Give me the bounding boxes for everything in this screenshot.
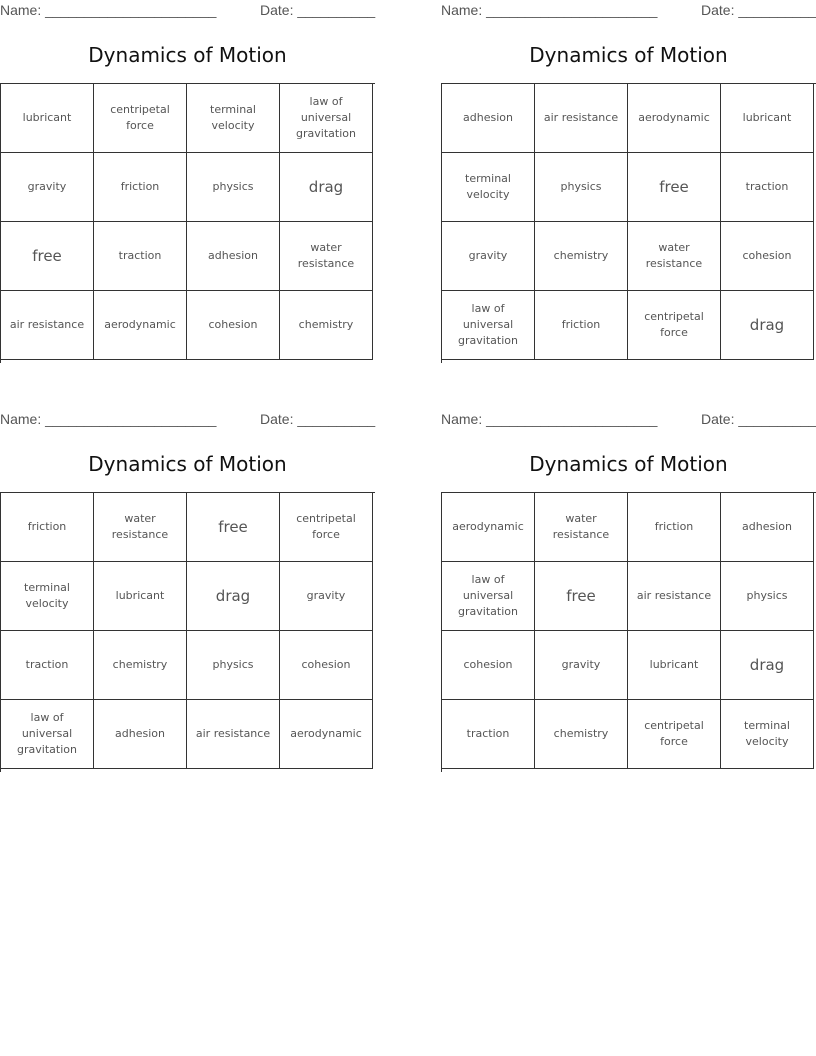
bingo-cell: chemistry	[94, 631, 187, 700]
card-header	[441, 2, 816, 20]
date-field-label: Date: __________	[260, 411, 376, 427]
card-title: Dynamics of Motion	[529, 452, 728, 476]
bingo-cell: lubricant	[1, 84, 94, 153]
bingo-cell: gravity	[442, 222, 535, 291]
bingo-cell: drag	[187, 562, 280, 631]
bingo-cell: traction	[721, 153, 814, 222]
bingo-cell: traction	[94, 222, 187, 291]
bingo-cell: gravity	[1, 153, 94, 222]
bingo-cell: centripetal force	[94, 84, 187, 153]
bingo-cell: drag	[721, 631, 814, 700]
bingo-cell: aerodynamic	[94, 291, 187, 360]
bingo-cell: law of universal gravitation	[442, 291, 535, 360]
bingo-cell: law of universal gravitation	[442, 562, 535, 631]
bingo-cell: law of universal gravitation	[1, 700, 94, 769]
name-field-label: Name: ______________________	[441, 2, 658, 18]
bingo-cell: adhesion	[442, 84, 535, 153]
bingo-cell: lubricant	[94, 562, 187, 631]
bingo-cell: lubricant	[721, 84, 814, 153]
bingo-cell: terminal velocity	[721, 700, 814, 769]
bingo-cell: chemistry	[535, 222, 628, 291]
bingo-cell: traction	[442, 700, 535, 769]
name-field-label: Name: ______________________	[0, 411, 217, 427]
bingo-cell: physics	[721, 562, 814, 631]
bingo-cell: cohesion	[280, 631, 373, 700]
bingo-cell: air resistance	[187, 700, 280, 769]
bingo-cell: lubricant	[628, 631, 721, 700]
name-field-label: Name: ______________________	[0, 2, 217, 18]
bingo-card-4	[441, 409, 816, 774]
bingo-cell: adhesion	[721, 493, 814, 562]
bingo-cell: free	[187, 493, 280, 562]
bingo-card-1	[0, 0, 375, 365]
bingo-cell: centripetal force	[628, 291, 721, 360]
card-title: Dynamics of Motion	[88, 43, 287, 67]
bingo-cell: adhesion	[187, 222, 280, 291]
date-field-label: Date: __________	[701, 2, 816, 18]
card-header	[0, 411, 375, 429]
bingo-cell: aerodynamic	[442, 493, 535, 562]
bingo-grid	[441, 83, 816, 363]
bingo-cell: adhesion	[94, 700, 187, 769]
bingo-cell: cohesion	[187, 291, 280, 360]
bingo-cell: drag	[280, 153, 373, 222]
bingo-grid	[0, 83, 375, 363]
bingo-cell: friction	[628, 493, 721, 562]
bingo-cell: cohesion	[442, 631, 535, 700]
bingo-cell: air resistance	[628, 562, 721, 631]
bingo-cell: physics	[187, 631, 280, 700]
card-title: Dynamics of Motion	[88, 452, 287, 476]
bingo-cell: aerodynamic	[628, 84, 721, 153]
card-header	[0, 2, 375, 20]
bingo-cell: air resistance	[1, 291, 94, 360]
bingo-cell: water resistance	[628, 222, 721, 291]
bingo-cell: water resistance	[280, 222, 373, 291]
bingo-cell: traction	[1, 631, 94, 700]
name-field-label: Name: ______________________	[441, 411, 658, 427]
bingo-card-2	[441, 0, 816, 365]
bingo-cell: aerodynamic	[280, 700, 373, 769]
bingo-grid	[441, 492, 816, 772]
bingo-cell: centripetal force	[280, 493, 373, 562]
bingo-cell: gravity	[280, 562, 373, 631]
bingo-cell: law of universal gravitation	[280, 84, 373, 153]
date-field-label: Date: __________	[701, 411, 816, 427]
bingo-cell: chemistry	[535, 700, 628, 769]
bingo-cell: chemistry	[280, 291, 373, 360]
bingo-card-3	[0, 409, 375, 774]
bingo-cell: water resistance	[94, 493, 187, 562]
bingo-cell: friction	[535, 291, 628, 360]
bingo-cell: friction	[94, 153, 187, 222]
bingo-cell: terminal velocity	[187, 84, 280, 153]
card-title: Dynamics of Motion	[529, 43, 728, 67]
bingo-grid	[0, 492, 375, 772]
bingo-cell: physics	[535, 153, 628, 222]
bingo-cell: free	[535, 562, 628, 631]
bingo-cell: air resistance	[535, 84, 628, 153]
bingo-cell: physics	[187, 153, 280, 222]
bingo-cell: gravity	[535, 631, 628, 700]
bingo-cell: centripetal force	[628, 700, 721, 769]
bingo-cell: friction	[1, 493, 94, 562]
bingo-cell: drag	[721, 291, 814, 360]
bingo-cell: water resistance	[535, 493, 628, 562]
bingo-cell: cohesion	[721, 222, 814, 291]
card-header	[441, 411, 816, 429]
bingo-cell: terminal velocity	[442, 153, 535, 222]
bingo-cell: terminal velocity	[1, 562, 94, 631]
bingo-cell: free	[1, 222, 94, 291]
bingo-cell: free	[628, 153, 721, 222]
date-field-label: Date: __________	[260, 2, 376, 18]
